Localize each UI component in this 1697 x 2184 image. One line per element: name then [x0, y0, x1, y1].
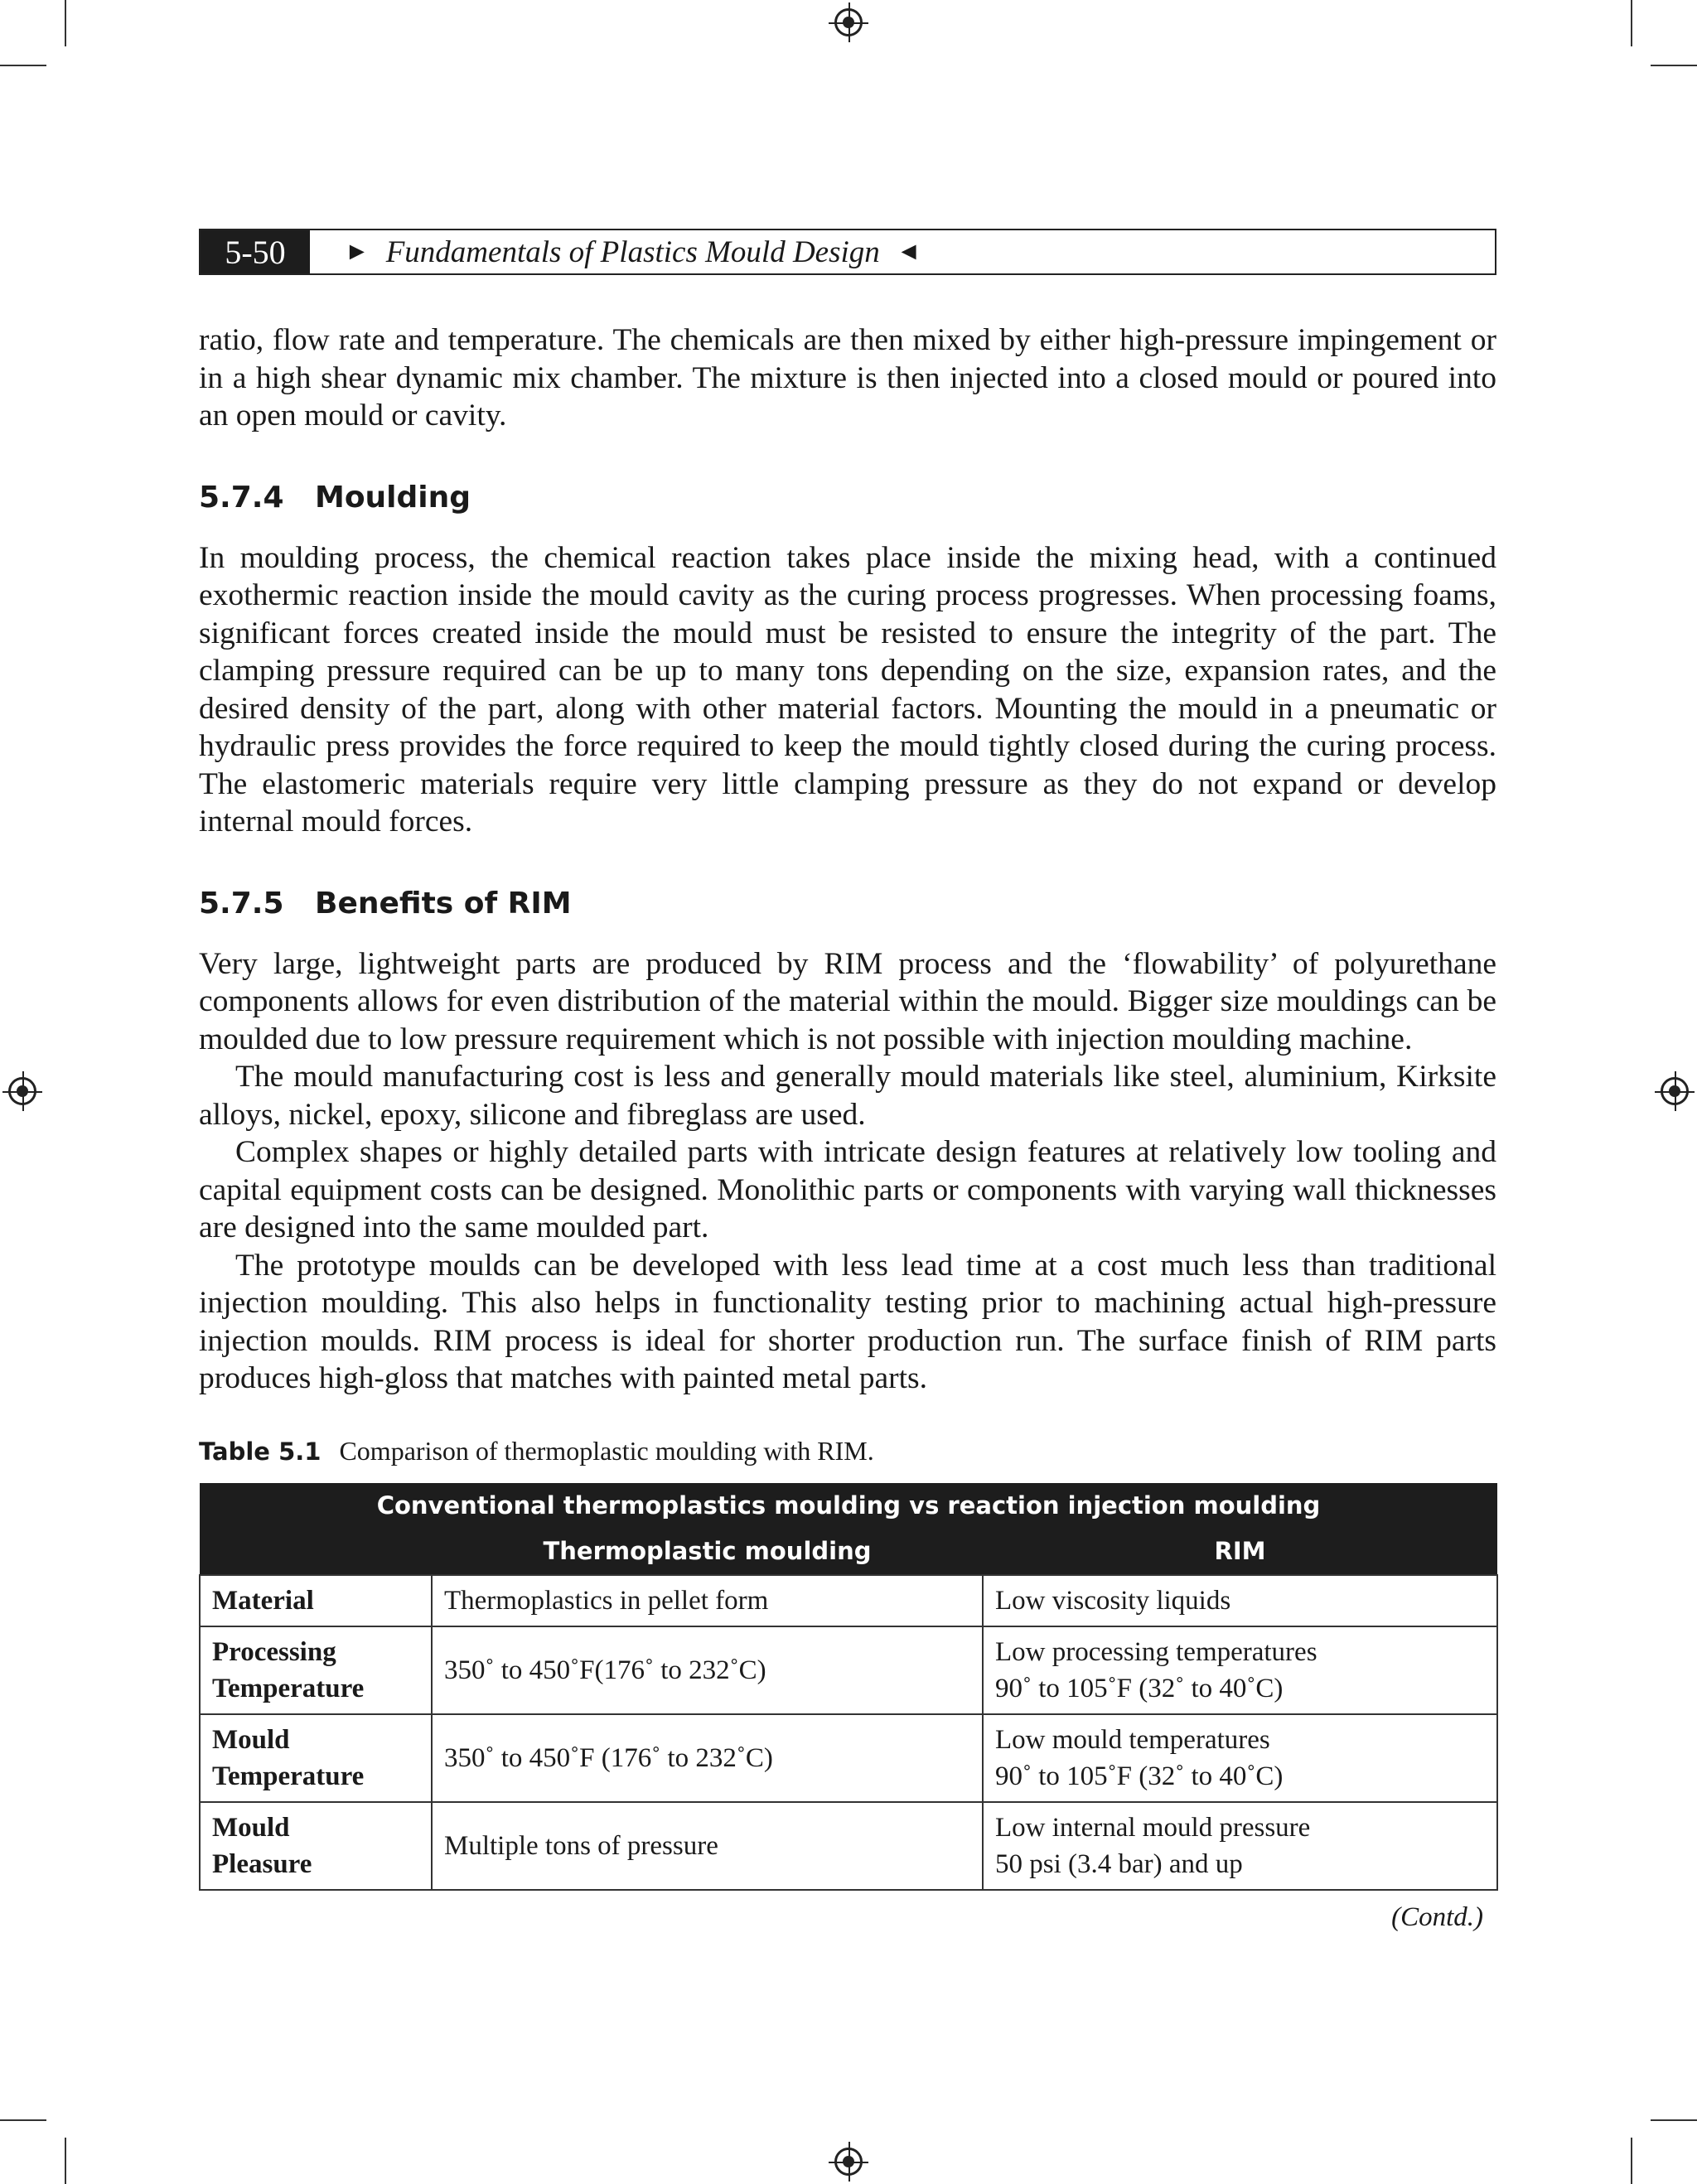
row-label — [200, 1802, 432, 1890]
crop-mark — [0, 65, 46, 66]
book-title — [328, 234, 937, 270]
book-title-text: Fundamentals of Plastics Mould Design — [385, 234, 880, 269]
rim-cell — [983, 1802, 1497, 1890]
thermo-cell: Thermoplastics in pellet form — [432, 1575, 983, 1626]
thermo-cell: Multiple tons of pressure — [432, 1802, 983, 1890]
continued-note — [199, 1902, 1496, 1933]
rim-cell — [983, 1575, 1497, 1626]
table-heading-row — [200, 1483, 1497, 1528]
rim-cell-text: Low internal mould pressure — [995, 1812, 1311, 1843]
right-arrow-icon: ► — [345, 238, 370, 265]
registration-mark-icon — [834, 8, 863, 36]
row-label-text: Temperature — [212, 1673, 365, 1703]
rim-cell-text: 50 psi (3.4 bar) and up — [995, 1848, 1243, 1879]
rim-cell-text: Low mould temperatures — [995, 1724, 1270, 1755]
table-row — [200, 1626, 1497, 1714]
comparison-table — [199, 1483, 1498, 1891]
intro-paragraph: ratio, flow rate and temperature. The chemicals are then mixed by either high-pressure impingement or in a high shear dynamic mix chamber. The mixture is then injected into a closed mould or poured into an open mould or cavity. — [199, 323, 1496, 432]
table-caption — [199, 1434, 1496, 1468]
row-label-text: Mould — [212, 1724, 290, 1755]
registration-mark-icon — [834, 2148, 863, 2176]
rim-cell — [983, 1626, 1497, 1714]
table-heading: Conventional thermoplastics moulding vs reaction injection moulding — [200, 1483, 1497, 1528]
row-label-text: Material — [212, 1585, 314, 1616]
section-title: Moulding — [315, 480, 471, 515]
running-header — [199, 229, 1496, 275]
registration-mark-icon — [8, 1077, 36, 1105]
row-label — [200, 1714, 432, 1802]
thermo-cell: 350˚ to 450˚F(176˚ to 232˚C) — [432, 1626, 983, 1714]
table-row — [200, 1802, 1497, 1890]
page-body — [199, 321, 1496, 1933]
rim-cell-text: 90˚ to 105˚F (32˚ to 40˚C) — [995, 1673, 1284, 1703]
section-number: 5.7.4 — [199, 480, 284, 515]
section-number: 5.7.5 — [199, 886, 284, 920]
rim-cell-text: Low viscosity liquids — [995, 1585, 1231, 1616]
page-number: 5-50 — [201, 230, 310, 273]
left-arrow-icon: ◄ — [896, 238, 921, 265]
benefits-paragraph: The prototype moulds can be developed with less lead time at a cost much less than traditional injection moulding. This also helps in functionality testing prior to machining actual high-pressure injection moulds. RIM process is ideal for shorter production run. The surface finish of RIM parts produces high-gloss that matches with painted metal parts. — [199, 1248, 1496, 1395]
row-label-text: Temperature — [212, 1761, 365, 1791]
benefits-paragraph: Complex shapes or highly detailed parts with intricate design features at relatively low tooling and capital equipment costs can be designed. Monolithic parts or components with varying wall thicknesses are designed into the same moulded part. — [199, 1135, 1496, 1244]
row-label-text: Processing — [212, 1636, 336, 1667]
column-header: RIM — [983, 1528, 1497, 1575]
crop-mark — [1631, 2138, 1632, 2184]
rim-cell — [983, 1714, 1497, 1802]
registration-mark-icon — [1661, 1077, 1689, 1105]
crop-mark — [1651, 65, 1697, 66]
row-label-text: Pleasure — [212, 1848, 312, 1879]
section-heading-moulding — [199, 480, 1496, 516]
benefits-paragraph: The mould manufacturing cost is less and generally mould materials like steel, aluminium, Kirksite alloys, nickel, epoxy, silicone and fibreglass are used. — [199, 1060, 1496, 1132]
row-label — [200, 1626, 432, 1714]
crop-mark — [65, 0, 66, 46]
thermo-cell: 350˚ to 450˚F (176˚ to 232˚C) — [432, 1714, 983, 1802]
moulding-paragraph: In moulding process, the chemical reaction takes place inside the mixing head, with a continued exothermic reaction inside the mould cavity as the curing process progresses. When processing foams, significant forces created inside the mould must be resisted to ensure the integrity of the part. The clamping pressure required can be up to many tons depending on the size, expansion rates, and the desired density of the part, along with other material factors. Mounting the mould in a pneumatic or hydraulic press provides the force required to keep the mould tightly closed during the curing process. The elastomeric materials require very little clamping pressure as they do not expand or develop internal mould forces. — [199, 540, 1496, 838]
row-label-text: Mould — [212, 1812, 290, 1843]
crop-mark — [65, 2138, 66, 2184]
table-header-row — [200, 1528, 1497, 1575]
table-label: Table 5.1 — [199, 1437, 322, 1466]
table-row — [200, 1714, 1497, 1802]
crop-mark — [1631, 0, 1632, 46]
continued-note-text: (Contd.) — [1391, 1901, 1483, 1932]
row-label — [200, 1575, 432, 1626]
section-title: Benefits of RIM — [315, 886, 572, 920]
rim-cell-text: 90˚ to 105˚F (32˚ to 40˚C) — [995, 1761, 1284, 1791]
table-row — [200, 1575, 1497, 1626]
empty-header-cell — [200, 1528, 432, 1575]
section-heading-benefits — [199, 886, 1496, 922]
column-header: Thermoplastic moulding — [432, 1528, 983, 1575]
crop-mark — [0, 2119, 46, 2121]
table-caption-text: Comparison of thermoplastic moulding with RIM. — [339, 1435, 874, 1466]
rim-cell-text: Low processing temperatures — [995, 1636, 1317, 1667]
crop-mark — [1651, 2119, 1697, 2121]
benefits-paragraph: Very large, lightweight parts are produced by RIM process and the ‘flowability’ of polyurethane components allows for even distribution of the material within the mould. Bigger size mouldings can be moulded due to low pressure requirement which is not possible with injection moulding machine. — [199, 946, 1496, 1056]
